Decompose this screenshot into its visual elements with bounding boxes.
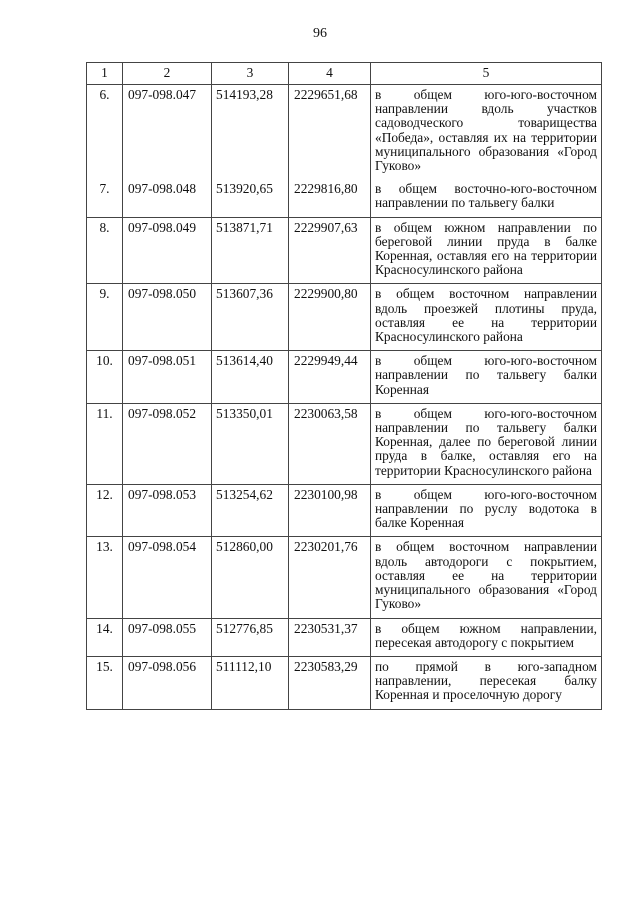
point-id: 097-098.052 <box>123 403 212 484</box>
boundary-description: в общем южном направлении, пересекая автодорогу с покрытием <box>371 618 602 656</box>
table-row <box>87 484 602 537</box>
row-number: 11. <box>87 403 123 484</box>
point-id: 097-098.049 <box>123 217 212 284</box>
table-row <box>87 85 602 180</box>
row-number: 6. <box>87 85 123 180</box>
row-number: 13. <box>87 537 123 618</box>
boundary-description: в общем восточном направлении вдоль автодороги с покрытием, оставляя ее на территории муниципального образования «Город Гуково» <box>371 537 602 618</box>
boundary-description: в общем восточном направлении вдоль проезжей плотины пруда, оставляя ее на территории Красносулинского района <box>371 284 602 351</box>
boundary-description: в общем юго-юго-восточном направлении вдоль участков садоводческого товарищества «Победа», оставляя их на территории муниципального образования «Город Гуково» <box>371 85 602 180</box>
row-number: 7. <box>87 179 123 217</box>
boundary-description-table <box>86 62 602 710</box>
boundary-description: по прямой в юго-западном направлении, пересекая балку Коренная и проселочную дорогу <box>371 656 602 709</box>
table-row <box>87 217 602 284</box>
table-row <box>87 403 602 484</box>
point-id: 097-098.050 <box>123 284 212 351</box>
coordinate-y: 2230201,76 <box>289 537 371 618</box>
coordinate-x: 513871,71 <box>212 217 289 284</box>
table-header-row <box>87 63 602 85</box>
page-number: 96 <box>313 26 327 41</box>
coordinate-x: 513254,62 <box>212 484 289 537</box>
coordinate-y: 2229907,63 <box>289 217 371 284</box>
point-id: 097-098.055 <box>123 618 212 656</box>
header-col-5: 5 <box>371 63 602 85</box>
table-row <box>87 537 602 618</box>
point-id: 097-098.048 <box>123 179 212 217</box>
coordinate-x: 513607,36 <box>212 284 289 351</box>
point-id: 097-098.056 <box>123 656 212 709</box>
boundary-description: в общем юго-юго-восточном направлении по руслу водотока в балке Коренная <box>371 484 602 537</box>
coordinate-x: 512860,00 <box>212 537 289 618</box>
table-row <box>87 351 602 404</box>
row-number: 9. <box>87 284 123 351</box>
boundary-description: в общем юго-юго-восточном направлении по тальвегу балки Коренная <box>371 351 602 404</box>
boundary-description: в общем южном направлении по береговой линии пруда в балке Коренная, оставляя его на территории Красносулинского района <box>371 217 602 284</box>
header-col-4: 4 <box>289 63 371 85</box>
coordinate-y: 2230531,37 <box>289 618 371 656</box>
header-col-1: 1 <box>87 63 123 85</box>
table-row <box>87 284 602 351</box>
header-col-2: 2 <box>123 63 212 85</box>
row-number: 14. <box>87 618 123 656</box>
coordinate-y: 2230100,98 <box>289 484 371 537</box>
boundary-description: в общем восточно-юго-восточном направлении по тальвегу балки <box>371 179 602 217</box>
coordinate-x: 513920,65 <box>212 179 289 217</box>
table-row <box>87 618 602 656</box>
point-id: 097-098.054 <box>123 537 212 618</box>
row-number: 10. <box>87 351 123 404</box>
row-number: 15. <box>87 656 123 709</box>
coordinate-y: 2229900,80 <box>289 284 371 351</box>
coordinate-x: 514193,28 <box>212 85 289 180</box>
point-id: 097-098.047 <box>123 85 212 180</box>
coordinate-x: 513350,01 <box>212 403 289 484</box>
coordinate-x: 511112,10 <box>212 656 289 709</box>
row-number: 8. <box>87 217 123 284</box>
coordinate-x: 513614,40 <box>212 351 289 404</box>
coordinate-y: 2229816,80 <box>289 179 371 217</box>
coordinate-x: 512776,85 <box>212 618 289 656</box>
coordinate-y: 2229949,44 <box>289 351 371 404</box>
coordinate-y: 2230063,58 <box>289 403 371 484</box>
row-number: 12. <box>87 484 123 537</box>
point-id: 097-098.051 <box>123 351 212 404</box>
coordinate-y: 2230583,29 <box>289 656 371 709</box>
coordinate-y: 2229651,68 <box>289 85 371 180</box>
header-col-3: 3 <box>212 63 289 85</box>
table-row <box>87 179 602 217</box>
boundary-description: в общем юго-юго-восточном направлении по тальвегу балки Коренная, далее по береговой линии пруда в балке, оставляя его на территории Красносулинского района <box>371 403 602 484</box>
point-id: 097-098.053 <box>123 484 212 537</box>
table-row <box>87 656 602 709</box>
